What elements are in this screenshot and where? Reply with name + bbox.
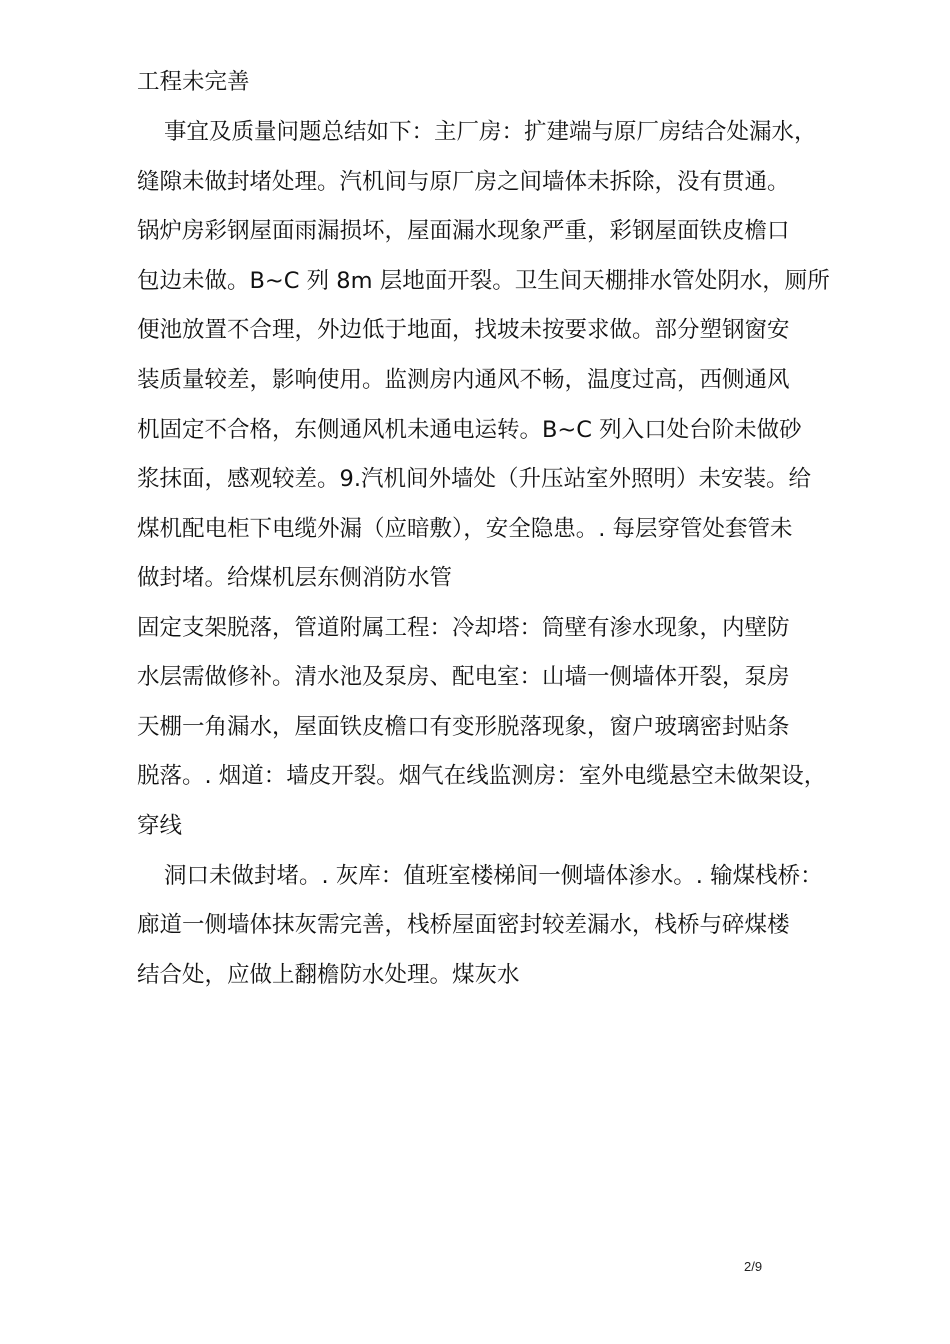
text-line-17: 洞口未做封堵。. 灰库：值班室楼梯间一侧墙体渗水。. 输煤栈桥：: [164, 863, 823, 889]
page-number: 2/9: [744, 1259, 763, 1274]
text-line-10: 煤机配电柜下电缆外漏（应暗敷），安全隐患。. 每层穿管处套管未: [137, 516, 793, 542]
text-line-6: 便池放置不合理，外边低于地面，找坡未按要求做。部分塑钢窗安: [137, 317, 790, 343]
text-line-4: 锅炉房彩钢屋面雨漏损坏，屋面漏水现象严重，彩钢屋面铁皮檐口: [137, 218, 790, 244]
text-line-5: 包边未做。B~C 列 8m 层地面开裂。卫生间天棚排水管处阴水，厕所: [137, 268, 830, 294]
text-line-18: 廊道一侧墙体抹灰需完善，栈桥屋面密封较差漏水，栈桥与碎煤楼: [137, 912, 790, 938]
text-line-14: 天棚一角漏水，屋面铁皮檐口有变形脱落现象，窗户玻璃密封贴条: [137, 714, 790, 740]
text-line-19: 结合处，应做上翻檐防水处理。煤灰水: [137, 962, 520, 988]
text-line-3: 缝隙未做封堵处理。汽机间与原厂房之间墙体未拆除，没有贯通。: [137, 169, 790, 195]
text-line-9: 浆抹面，感观较差。9.汽机间外墙处（升压站室外照明）未安装。给: [137, 466, 811, 492]
text-line-13: 水层需做修补。清水池及泵房、配电室：山墙一侧墙体开裂，泵房: [137, 664, 790, 690]
text-line-1: 工程未完善: [137, 69, 250, 95]
text-line-11: 做封堵。给煤机层东侧消防水管: [137, 565, 453, 591]
text-line-12: 固定支架脱落，管道附属工程：冷却塔：筒壁有渗水现象，内壁防: [137, 615, 790, 641]
text-line-15: 脱落。. 烟道：墙皮开裂。烟气在线监测房：室外电缆悬空未做架设，: [137, 763, 827, 789]
text-line-7: 装质量较差，影响使用。监测房内通风不畅，温度过高，西侧通风: [137, 367, 790, 393]
text-line-2: 事宜及质量问题总结如下：主厂房：扩建端与原厂房结合处漏水，: [164, 119, 817, 145]
text-line-8: 机固定不合格，东侧通风机未通电运转。B~C 列入口处台阶未做砂: [137, 417, 802, 443]
text-line-16: 穿线: [137, 813, 183, 839]
